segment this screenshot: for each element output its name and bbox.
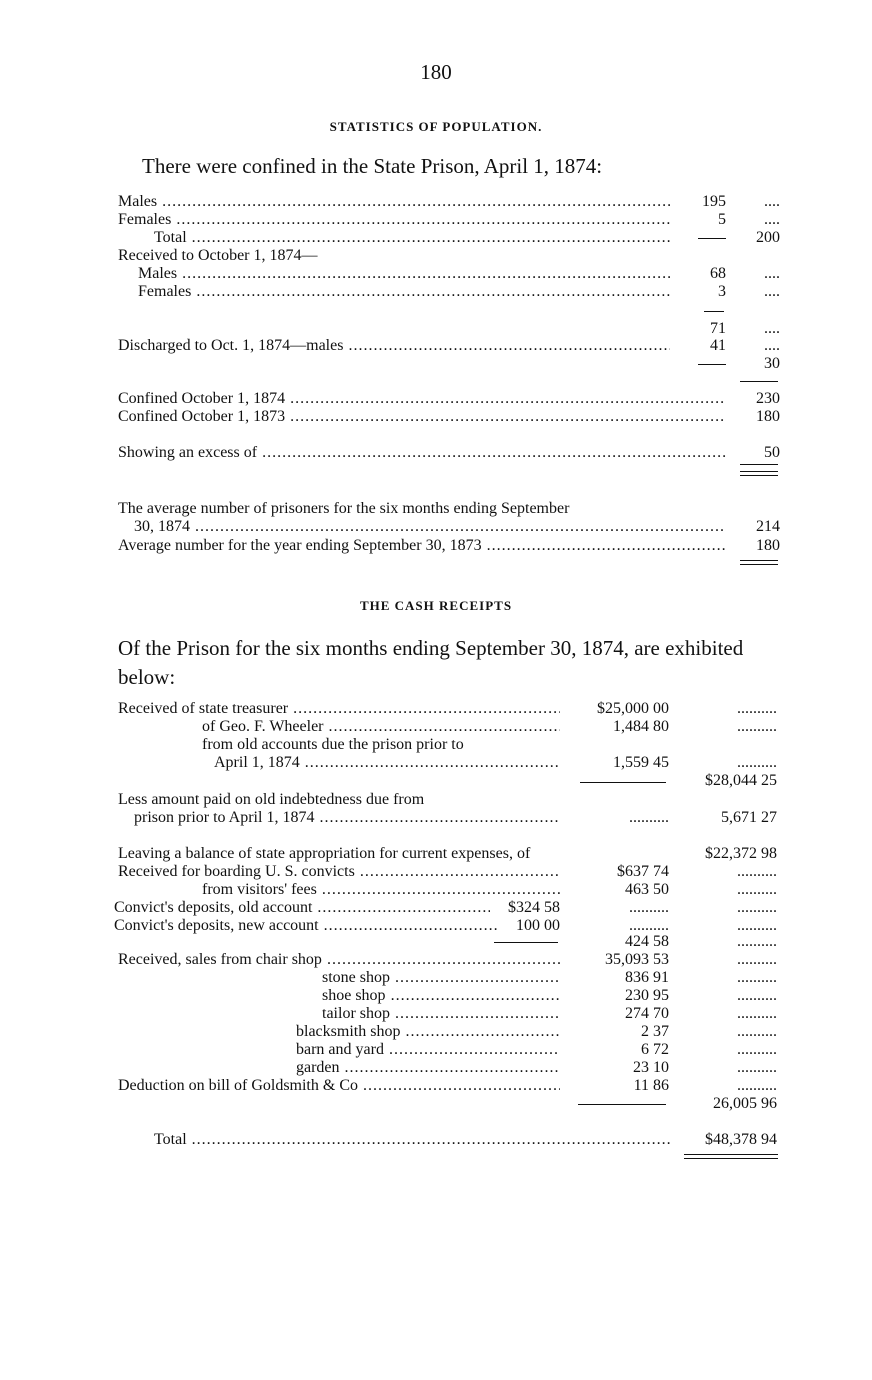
col-c: .......... xyxy=(737,933,777,950)
row-sum1 xyxy=(0,772,872,790)
row-average-line1 xyxy=(0,500,872,518)
row-label: blacksmith shop ..... xyxy=(296,1023,560,1041)
row-label: Showing an excess of ..... xyxy=(118,444,726,462)
row-label: prison prior to April 1, 1874 ..... xyxy=(134,809,560,827)
col-c: .......... xyxy=(737,1041,777,1058)
col-b: $637 74 xyxy=(617,863,669,880)
rule xyxy=(740,464,778,465)
col-a: 3 xyxy=(718,283,726,300)
row-boarding xyxy=(0,863,872,881)
row-label: Received for boarding U. S. convicts ..... xyxy=(118,863,560,881)
row-total xyxy=(0,1131,872,1149)
double-rule xyxy=(684,1154,778,1159)
col-c: .......... xyxy=(737,1005,777,1022)
col-c: $22,372 98 xyxy=(705,845,777,862)
col-b: 30 xyxy=(764,355,780,372)
col-b: .... xyxy=(764,337,780,354)
row-label: Leaving a balance of state appropriation for current expenses, of xyxy=(118,845,531,862)
row-total xyxy=(0,229,872,247)
row-discharged xyxy=(0,337,872,355)
col-b: 200 xyxy=(756,229,780,246)
row-old-accounts-1 xyxy=(0,736,872,754)
col-a: 5 xyxy=(718,211,726,228)
col-b: 274 70 xyxy=(625,1005,669,1022)
row-chair-shop xyxy=(0,951,872,969)
col-b: 836 91 xyxy=(625,969,669,986)
col-b: 230 95 xyxy=(625,987,669,1004)
row-label: Received of state treasurer ..... xyxy=(118,700,560,718)
col-c: .......... xyxy=(737,881,777,898)
row-label: of Geo. F. Wheeler ..... xyxy=(202,718,560,736)
row-label: shoe shop ..... xyxy=(322,987,560,1005)
row-balance xyxy=(0,845,872,863)
intro-cash: Of the Prison for the six months ending September 30, 1874, are exhibited below: xyxy=(118,636,744,689)
row-subtotal xyxy=(0,320,872,338)
double-rule xyxy=(740,471,778,476)
row-tailor-shop xyxy=(0,1005,872,1023)
col-c: .......... xyxy=(737,700,777,717)
row-label: Females ..... xyxy=(118,211,670,229)
row-recv-males xyxy=(0,265,872,283)
row-average-year xyxy=(0,537,872,555)
row-shoe-shop xyxy=(0,987,872,1005)
rule xyxy=(704,311,724,312)
rule xyxy=(740,381,778,382)
row-label: Confined October 1, 1873 ..... xyxy=(118,408,726,426)
col-b: 6 72 xyxy=(641,1041,669,1058)
row-label: garden ..... xyxy=(296,1059,560,1077)
col-b: .......... xyxy=(629,899,669,916)
row-less-2 xyxy=(0,809,872,827)
row-recv-females xyxy=(0,283,872,301)
row-net xyxy=(0,355,872,373)
row-label: Received, sales from chair shop ..... xyxy=(118,951,560,969)
row-stone-shop xyxy=(0,969,872,987)
row-label: Less amount paid on old indebtedness due from xyxy=(118,791,425,808)
row-confined-1873 xyxy=(0,408,872,426)
row-label: Convict's deposits, old account ..... xyxy=(114,899,490,917)
col-c: .......... xyxy=(737,1077,777,1094)
row-label: tailor shop ..... xyxy=(322,1005,560,1023)
row-label: Received to October 1, 1874— xyxy=(118,247,318,264)
row-label: from old accounts due the prison prior to xyxy=(202,736,464,753)
row-blacksmith-shop xyxy=(0,1023,872,1041)
row-label: Average number for the year ending September 30, 1873 ..... xyxy=(118,537,726,555)
col-a: 68 xyxy=(710,265,726,282)
row-barn-yard xyxy=(0,1041,872,1059)
col-c: .......... xyxy=(737,987,777,1004)
col-c: $28,044 25 xyxy=(705,772,777,789)
col-c: .......... xyxy=(737,969,777,986)
col-b: 35,093 53 xyxy=(605,951,669,968)
row-deposits-total xyxy=(0,933,872,951)
col-b: 50 xyxy=(764,444,780,461)
col-c: .......... xyxy=(737,899,777,916)
col-a: 71 xyxy=(710,320,726,337)
row-males xyxy=(0,193,872,211)
col-c: .......... xyxy=(737,951,777,968)
col-c: 5,671 27 xyxy=(721,809,777,826)
col-b: .... xyxy=(764,193,780,210)
col-b: .... xyxy=(764,265,780,282)
row-label: Convict's deposits, new account ..... xyxy=(114,917,498,935)
col-c: .......... xyxy=(737,863,777,880)
row-wheeler xyxy=(0,718,872,736)
row-sum2 xyxy=(0,1095,872,1113)
row-label: Deduction on bill of Goldsmith & Co ..... xyxy=(118,1077,560,1095)
double-rule xyxy=(740,560,778,565)
page-number: 180 xyxy=(420,60,452,84)
row-label: stone shop ..... xyxy=(322,969,560,987)
col-b: 23 10 xyxy=(633,1059,669,1076)
section-heading-cash: THE CASH RECEIPTS xyxy=(359,598,513,613)
row-old-accounts-2 xyxy=(0,754,872,772)
col-a: 100 00 xyxy=(516,917,560,934)
row-excess xyxy=(0,444,872,462)
section-heading-population: STATISTICS OF POPULATION. xyxy=(329,119,543,134)
row-label: Males ..... xyxy=(118,193,670,211)
row-average-line2 xyxy=(0,518,872,536)
col-b: .... xyxy=(764,283,780,300)
col-b: .......... xyxy=(629,917,669,934)
row-visitors xyxy=(0,881,872,899)
col-b: 180 xyxy=(756,408,780,425)
row-label: 30, 1874 ..... xyxy=(134,518,726,536)
col-a: 41 xyxy=(710,337,726,354)
col-c: .......... xyxy=(737,1023,777,1040)
rule xyxy=(698,238,726,239)
intro-population: There were confined in the State Prison, April 1, 1874: xyxy=(142,154,603,178)
row-garden xyxy=(0,1059,872,1077)
row-females xyxy=(0,211,872,229)
col-b: 180 xyxy=(756,537,780,554)
row-deposits-old xyxy=(0,899,872,917)
col-c: .......... xyxy=(737,718,777,735)
row-label: Discharged to Oct. 1, 1874—males ..... xyxy=(118,337,670,355)
row-label: Total ..... xyxy=(154,229,670,247)
col-b: 1,559 45 xyxy=(613,754,669,771)
row-label: Confined October 1, 1874 ..... xyxy=(118,390,726,408)
col-b: .... xyxy=(764,320,780,337)
row-state-treasurer xyxy=(0,700,872,718)
row-label: barn and yard ..... xyxy=(296,1041,560,1059)
col-b: 214 xyxy=(756,518,780,535)
col-c: 26,005 96 xyxy=(713,1095,777,1112)
row-confined-1874 xyxy=(0,390,872,408)
row-less-1 xyxy=(0,791,872,809)
col-c: .......... xyxy=(737,1059,777,1076)
row-goldsmith xyxy=(0,1077,872,1095)
col-a: 195 xyxy=(702,193,726,210)
row-label: The average number of prisoners for the six months ending September xyxy=(118,500,570,517)
row-label: from visitors' fees ..... xyxy=(202,881,560,899)
col-b: 424 58 xyxy=(625,933,669,950)
col-b: 230 xyxy=(756,390,780,407)
col-b: $25,000 00 xyxy=(597,700,669,717)
col-c: .......... xyxy=(737,917,777,934)
col-b: 11 86 xyxy=(633,1077,669,1094)
col-c: .......... xyxy=(737,754,777,771)
row-label: Total ..... xyxy=(154,1131,670,1149)
col-b: .......... xyxy=(629,809,669,826)
row-received-heading xyxy=(0,247,872,265)
col-b: 2 37 xyxy=(641,1023,669,1040)
col-a: $324 58 xyxy=(508,899,560,916)
col-b: 463 50 xyxy=(625,881,669,898)
col-b: 1,484 80 xyxy=(613,718,669,735)
row-label: Females ..... xyxy=(138,283,670,301)
row-label: April 1, 1874 ..... xyxy=(214,754,560,772)
col-b: .... xyxy=(764,211,780,228)
col-c: $48,378 94 xyxy=(705,1131,777,1148)
row-label: Males ..... xyxy=(138,265,670,283)
